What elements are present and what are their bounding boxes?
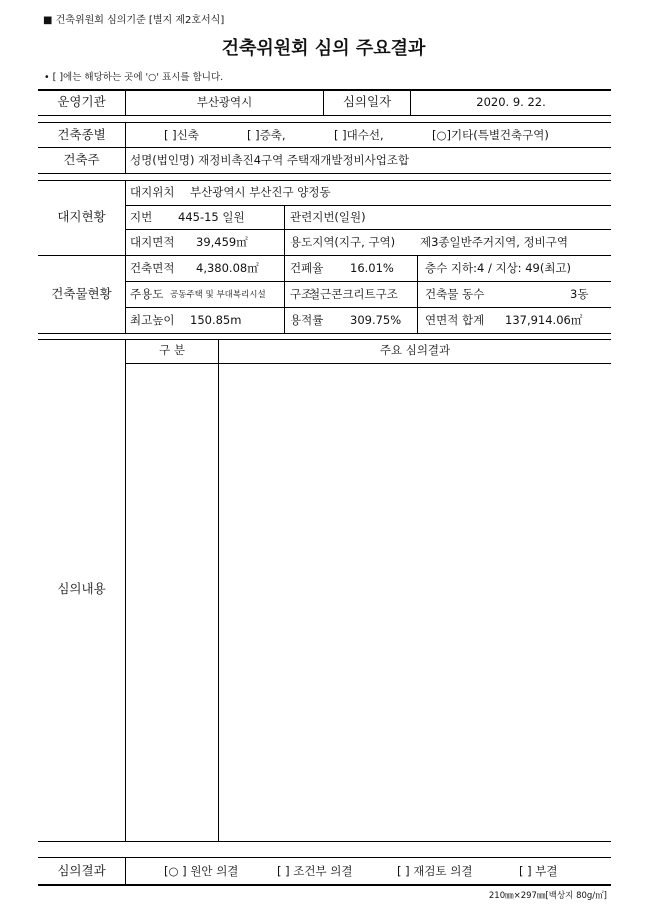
building-type-option[interactable]: [ ]대수선, (334, 128, 384, 142)
review-results-cell[interactable] (219, 364, 611, 840)
site-location-value: 부산광역시 부산진구 양정동 (190, 185, 331, 199)
building-use-value: 공동주택 및 부대복리시설 (170, 290, 266, 300)
review-col-results: 주요 심의결과 (379, 343, 451, 357)
building-use-label: 주용도 (130, 287, 164, 301)
site-zone-label: 용도지역(지구, 구역) (290, 235, 396, 249)
building-label: 건축물현황 (51, 286, 112, 301)
row-divider (38, 122, 611, 123)
paper-spec: 210㎜×297㎜[백상지 80g/㎡] (488, 891, 607, 901)
building-floors: 층수 지하:4 / 지상: 49(최고) (425, 261, 572, 275)
building-count-label: 건축물 동수 (425, 287, 485, 301)
building-type-label: 건축종별 (57, 127, 106, 142)
row-divider (38, 339, 611, 340)
site-lot-value: 445-15 일원 (178, 210, 245, 224)
site-label: 대지현황 (57, 209, 106, 224)
page-title: 건축위원회 심의 주요결과 (221, 38, 426, 59)
building-structure-value: 철근콘크리트구조 (309, 287, 398, 301)
building-total-area-label: 연면적 합계 (425, 313, 485, 327)
row-divider (125, 229, 611, 230)
col-divider (125, 857, 126, 885)
building-total-area-value: 137,914.06㎡ (505, 313, 583, 327)
col-divider (417, 255, 418, 333)
owner-label: 건축주 (63, 152, 100, 167)
row-divider (38, 255, 611, 256)
operating-agency-label: 운영기관 (57, 94, 106, 109)
site-zone-value: 제3종일반주거지역, 정비구역 (420, 235, 568, 249)
operating-agency-value: 부산광역시 (196, 95, 253, 109)
building-height-value: 150.85m (190, 313, 242, 327)
review-date-label: 심의일자 (342, 94, 392, 109)
building-far-label: 용적률 (290, 313, 324, 327)
result-option[interactable]: [ ] 재검토 의결 (397, 864, 473, 878)
row-divider (125, 307, 611, 308)
col-divider (125, 122, 126, 173)
review-date-value: 2020. 9. 22. (476, 95, 546, 109)
building-type-option[interactable]: [ ]증축, (247, 128, 286, 142)
building-coverage-value: 16.01% (350, 261, 394, 275)
row-divider (125, 281, 611, 282)
building-structure-label: 구조 (290, 287, 313, 301)
form-reference: ■ 건축위원회 심의기준 [별지 제2호서식] (43, 15, 225, 26)
row-divider (38, 115, 611, 116)
result-option[interactable]: [ ] 부결 (519, 864, 558, 878)
col-divider (284, 255, 285, 333)
site-area-value: 39,459㎡ (196, 235, 248, 249)
review-col-category: 구 분 (159, 343, 185, 357)
review-category-cell[interactable] (126, 364, 218, 840)
row-divider (38, 841, 611, 842)
row-divider (38, 180, 611, 181)
result-option[interactable]: [ ] 조건부 의결 (277, 864, 353, 878)
result-option[interactable]: [○ ] 원안 의결 (164, 864, 239, 878)
row-divider (38, 333, 611, 334)
building-coverage-label: 건폐율 (290, 261, 324, 275)
building-height-label: 최고높이 (130, 313, 175, 327)
row-divider (38, 173, 611, 174)
building-type-option[interactable]: [ ]신축 (164, 128, 199, 142)
table-top-border (38, 89, 611, 91)
building-far-value: 309.75% (350, 313, 402, 327)
row-divider (38, 147, 611, 148)
site-area-label: 대지면적 (130, 235, 175, 249)
table-bottom-border (38, 884, 611, 886)
building-footprint-label: 건축면적 (130, 261, 175, 275)
result-label: 심의결과 (57, 863, 106, 878)
col-divider (125, 180, 126, 333)
site-related-lot-label: 관련지번(일원) (290, 210, 366, 224)
row-divider (38, 857, 611, 858)
site-location-label: 대지위치 (130, 185, 175, 199)
site-lot-label: 지번 (130, 210, 153, 224)
form-note: • [ ]에는 해당하는 곳에 '○' 표시를 합니다. (44, 72, 224, 83)
row-divider (125, 205, 611, 206)
owner-value: 성명(법인명) 재정비촉진4구역 주택재개발정비사업조합 (130, 153, 410, 167)
review-label: 심의내용 (57, 581, 106, 596)
building-count-value: 3동 (570, 287, 589, 301)
building-type-option[interactable]: [○]기타(특별건축구역) (432, 128, 549, 142)
col-divider (284, 205, 285, 255)
building-footprint-value: 4,380.08㎡ (196, 261, 259, 275)
